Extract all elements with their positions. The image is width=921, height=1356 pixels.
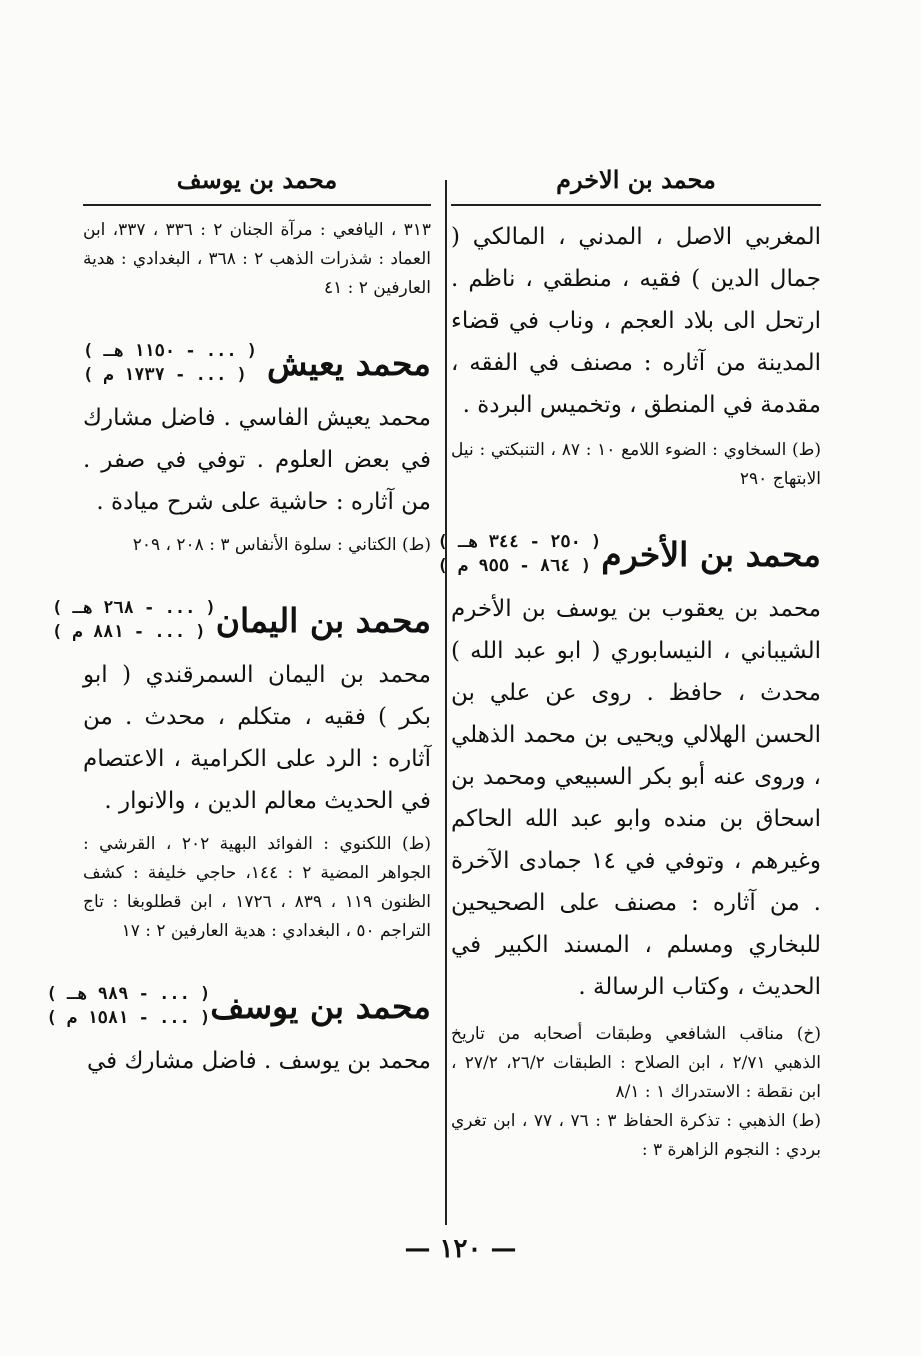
entry-dates xyxy=(437,530,601,578)
entry-name: محمد يعيش xyxy=(266,343,431,383)
entry-body: محمد يعيش الفاسي . فاضل مشارك في بعض العلوم . توفي في صفر . من آثاره : حاشية على شرح ميادة . xyxy=(83,405,431,515)
left-column xyxy=(46,160,432,1082)
date-gregorian: ( ٨٦٤ - ٩٥٥ م ) xyxy=(437,556,592,576)
entry-dates xyxy=(83,339,257,387)
entry-references: (ط) الذهبي : تذكرة الحفاظ ٣ : ٧٦ ، ٧٧ ، ابن تغري بردي : النجوم الزاهرة ٣ : xyxy=(451,1111,821,1160)
entry-manuscripts: (خ) مناقب الشافعي وطبقات أصحابه من تاريخ الذهبي ٢/٧١ ، ابن الصلاح : الطبقات ٢٦/٢، ٢٧/٢ ، ابن نقطة : الاستدراك ١ : ٨/١ xyxy=(451,1024,822,1102)
page-number: — ١٢٠ — xyxy=(404,1234,517,1264)
entry-body: محمد بن يوسف . فاضل مشارك في xyxy=(86,1048,431,1074)
entry-header-ibn-al-yaman xyxy=(51,596,431,644)
entry-header-ibn-yusuf xyxy=(46,982,431,1030)
date-hijri: ( ... - ٩٨٩ هـ ) xyxy=(46,984,211,1004)
entry-references: (ط) اللكنوي : الفوائد البهية ٢٠٢ ، القرشي : الجواهر المضية ٢ : ١٤٤، حاجي خليفة : كشف الظنون ١١٩ ، ٨٣٩ ، ١٧٢٦ ، ابن قطلوبغا : تاج التراجم ٥٠ ، البغدادي : هدية العارفين ٢ : ١٧ xyxy=(83,834,432,941)
date-hijri: ( ... - ١١٥٠ هـ ) xyxy=(83,341,258,361)
entry-name: محمد بن الأخرم xyxy=(601,534,821,574)
date-hijri: ( ... - ٢٦٨ هـ ) xyxy=(51,598,216,618)
continued-entry-text: المغربي الاصل ، المدني ، المالكي ( جمال الدين ) فقيه ، منطقي ، ناظم . ارتحل الى بلاد العجم ، وناب في قضاء المدينة من آثاره : مصنف في الفقه ، مقدمة في المنطق ، وتخميس البردة . xyxy=(451,224,821,418)
head-rule-right xyxy=(451,204,821,206)
running-head-left: محمد بن يوسف xyxy=(176,165,338,194)
entry-name: محمد بن يوسف xyxy=(210,986,431,1026)
entry-body: محمد بن يعقوب بن يوسف بن الأخرم الشيباني ، النيسابوري ( ابو عبد الله ) محدث ، حافظ . روى عن علي بن الحسن الهلالي ويحيى بن محمد الذهلي ، وروى عنه أبو بكر السبيعي ومحمد بن اسحاق بن منده وابو عبد الله الحاكم وغيرهم ، وتوفي في ١٤ جمادى الآخرة . من آثاره : مصنف على الصحيحين للبخاري ومسلم ، المسند الكبير في الحديث ، وكتاب الرسالة . xyxy=(451,596,822,1000)
date-hijri: ( ٢٥٠ - ٣٤٤ هـ ) xyxy=(437,532,602,552)
entry-references: (ط) الكتاني : سلوة الأنفاس ٣ : ٢٠٨ ، ٢٠٩ xyxy=(132,535,431,555)
entry-header-ibn-al-akhram xyxy=(437,530,821,578)
entry-body: محمد بن اليمان السمرقندي ( ابو بكر ) فقيه ، متكلم ، محدث . من آثاره : الرد على الكرامية ، الاعتصام في الحديث معالم الدين ، والانوار . xyxy=(83,662,431,814)
date-gregorian: ( ... - ٨٨١ م ) xyxy=(51,622,206,642)
date-gregorian: ( ... - ١٥٨١ م ) xyxy=(46,1008,211,1028)
head-rule-left xyxy=(83,204,431,206)
column-divider xyxy=(445,180,447,1225)
entry-dates xyxy=(46,982,210,1030)
date-gregorian: ( ... - ١٧٣٧ م ) xyxy=(83,365,247,385)
entry-name: محمد بن اليمان xyxy=(215,600,431,640)
entry-header-yaish xyxy=(83,339,431,387)
continued-entry-references: ٣١٣ ، اليافعي : مرآة الجنان ٢ : ٣٣٦ ، ٣٣٧، ابن العماد : شذرات الذهب ٢ : ٣٦٨ ، البغدادي : هدية العارفين ٢ : ٤١ xyxy=(83,220,431,298)
continued-entry-references: (ط) السخاوي : الضوء اللامع ١٠ : ٨٧ ، التنبكتي : نيل الابتهاج ٢٩٠ xyxy=(451,440,822,489)
running-head-right: محمد بن الاخرم xyxy=(556,165,716,194)
entry-dates xyxy=(52,596,216,644)
right-column xyxy=(437,160,822,1165)
